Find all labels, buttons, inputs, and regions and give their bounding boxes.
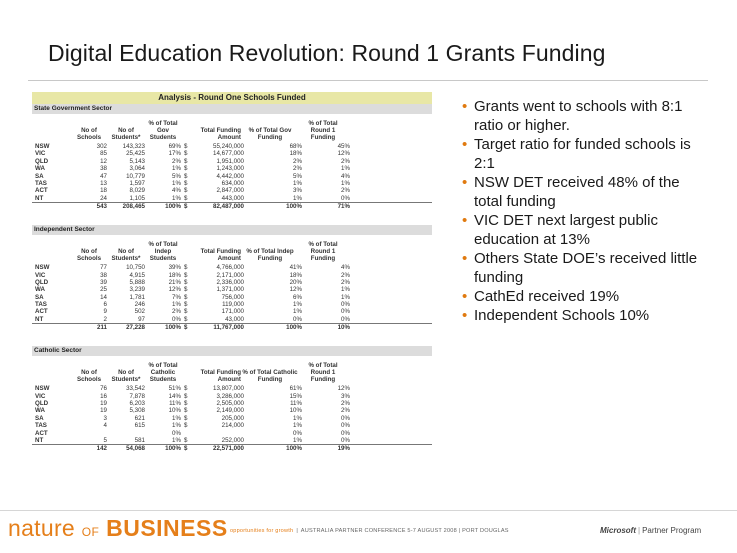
table-cell: NSW xyxy=(35,264,50,272)
table-cell: 119,000 xyxy=(222,301,244,309)
table-cell: 39 xyxy=(100,278,107,286)
table-cell: 13,807,000 xyxy=(213,385,244,393)
table-cell: 3% xyxy=(293,187,302,195)
table-cell: ACT xyxy=(35,429,48,437)
table-cell: 1% xyxy=(172,301,181,309)
table-cell: 0% xyxy=(293,315,302,323)
total-cell: 10% xyxy=(337,324,350,332)
table-cell: 5% xyxy=(293,172,302,180)
table-cell: $ xyxy=(184,194,188,202)
table-cell: 0% xyxy=(172,315,181,323)
table-cell: 18% xyxy=(289,150,302,158)
column-header: % of Total Catholic Funding xyxy=(242,369,298,384)
sector-name: Independent Sector xyxy=(32,225,432,235)
table-cell: 12% xyxy=(289,286,302,294)
table-cell: $ xyxy=(184,392,188,400)
table-cell: QLD xyxy=(35,278,49,286)
table-cell: 171,000 xyxy=(221,308,244,316)
table-cell: 5,888 xyxy=(129,278,145,286)
bullet-item: • CathEd received 19% xyxy=(462,287,712,306)
bullet-item: • Grants went to schools with 8:1 ratio or higher. xyxy=(462,97,712,135)
table-cell: 4% xyxy=(341,264,350,272)
total-cell xyxy=(32,324,71,332)
table-cell: 4,915 xyxy=(129,271,145,279)
column-header: % of Total Gov Students xyxy=(148,120,178,141)
table-cell: 5,143 xyxy=(129,157,145,165)
total-cell xyxy=(32,203,71,211)
table-cell: 10,750 xyxy=(126,264,145,272)
table-cell: 1% xyxy=(172,436,181,444)
table-cell: 16 xyxy=(100,392,107,400)
sector-gap xyxy=(32,332,432,346)
table-cell: 0% xyxy=(341,436,350,444)
table-cell: 2% xyxy=(293,157,302,165)
table-cell: 1,597 xyxy=(129,179,145,187)
table-cell: 47 xyxy=(100,172,107,180)
table-cell: 0% xyxy=(341,422,350,430)
table-cell: $ xyxy=(184,179,188,187)
table-row xyxy=(32,385,432,392)
table-cell: 0% xyxy=(293,429,302,437)
table-cell: 5 xyxy=(103,436,107,444)
table-cell: 10,779 xyxy=(126,172,145,180)
table-cell: 205,000 xyxy=(221,414,244,422)
table-cell: 45% xyxy=(337,143,350,150)
column-headers xyxy=(32,114,432,143)
table-cell: 5% xyxy=(172,172,181,180)
table-cell: 1% xyxy=(341,286,350,294)
table-cell: 11% xyxy=(290,400,302,408)
table-cell: NSW xyxy=(35,143,50,150)
table-cell: 68% xyxy=(289,143,302,150)
table-cell: 2% xyxy=(172,308,181,316)
table-cell: 4,766,000 xyxy=(216,264,244,272)
table-row xyxy=(32,279,432,286)
title-divider xyxy=(28,80,708,81)
table-cell: 85 xyxy=(100,150,107,158)
table-cell: $ xyxy=(184,271,188,279)
partner-separator: | xyxy=(638,526,641,535)
total-cell: 100% xyxy=(286,445,302,453)
column-header: % of Total Round 1 Funding xyxy=(308,120,338,141)
table-cell: 41% xyxy=(289,264,302,272)
table-row xyxy=(32,143,432,150)
column-header: % of Total Indep Students xyxy=(148,241,178,263)
table-cell: 51% xyxy=(168,385,181,393)
table-cell: 18% xyxy=(168,271,181,279)
total-cell: 100% xyxy=(165,324,181,332)
total-cell xyxy=(32,445,71,453)
table-cell: 1,781 xyxy=(129,293,145,301)
table-cell: SA xyxy=(35,293,44,301)
table-row xyxy=(32,150,432,157)
table-cell: 2,847,000 xyxy=(216,187,244,195)
table-cell: QLD xyxy=(35,400,49,408)
total-cell: 71% xyxy=(337,203,350,211)
table-row xyxy=(32,407,432,414)
table-cell: WA xyxy=(35,165,45,173)
table-cell: 21% xyxy=(168,278,181,286)
footer-divider xyxy=(0,510,737,511)
table-cell: WA xyxy=(35,286,45,294)
table-cell: $ xyxy=(184,414,188,422)
total-cell: 142 xyxy=(96,445,107,453)
table-cell: 3,286,000 xyxy=(216,392,244,400)
table-cell: 7% xyxy=(172,293,181,301)
table-cell: 443,000 xyxy=(221,194,244,202)
total-cell: 100% xyxy=(165,445,181,453)
table-cell: 38 xyxy=(100,165,107,173)
table-cell: 6% xyxy=(293,293,302,301)
table-title: Analysis - Round One Schools Funded xyxy=(32,92,432,104)
table-cell: 246 xyxy=(134,301,145,309)
sector-table xyxy=(32,104,432,211)
table-cell: 3% xyxy=(341,392,350,400)
table-cell: 2,149,000 xyxy=(216,407,244,415)
column-header: % of Total Round 1 Funding xyxy=(308,241,338,263)
table-row xyxy=(32,286,432,293)
table-cell: $ xyxy=(184,172,188,180)
table-cell: SA xyxy=(35,414,44,422)
sector-tables xyxy=(32,104,432,453)
table-cell: 13 xyxy=(100,179,107,187)
table-cell: 2% xyxy=(341,187,350,195)
table-cell: 10% xyxy=(168,407,181,415)
table-cell: 25 xyxy=(100,286,107,294)
table-cell: 2% xyxy=(341,407,350,415)
sector-name: State Government Sector xyxy=(32,104,432,114)
table-cell: 1% xyxy=(172,414,181,422)
table-row xyxy=(32,180,432,187)
table-row xyxy=(32,301,432,308)
column-headers xyxy=(32,356,432,385)
table-cell: 1% xyxy=(341,293,350,301)
table-cell: 3 xyxy=(103,414,107,422)
table-cell: 634,000 xyxy=(221,179,244,187)
table-cell: 0% xyxy=(341,308,350,316)
table-cell: 6 xyxy=(103,301,107,309)
table-cell: 1% xyxy=(293,301,302,309)
table-cell: $ xyxy=(184,385,188,393)
table-cell: 0% xyxy=(341,429,350,437)
table-cell: 1,105 xyxy=(129,194,145,202)
table-cell: VIC xyxy=(35,150,46,158)
partner-microsoft: Microsoft xyxy=(600,526,636,535)
table-cell: 1% xyxy=(293,422,302,430)
table-cell: $ xyxy=(184,436,188,444)
table-cell: 2,336,000 xyxy=(216,278,244,286)
conference-tagline xyxy=(230,528,509,534)
table-cell: 2,171,000 xyxy=(216,271,244,279)
table-cell xyxy=(181,430,194,437)
table-cell: 10% xyxy=(289,407,302,415)
table-cell: 24 xyxy=(100,194,107,202)
table-cell: 0% xyxy=(341,315,350,323)
total-row xyxy=(32,202,432,211)
table-cell: $ xyxy=(184,165,188,173)
partner-program: Partner Program xyxy=(642,526,702,535)
sector-name: Catholic Sector xyxy=(32,346,432,356)
table-cell: $ xyxy=(184,400,188,408)
table-cell: ACT xyxy=(35,187,48,195)
total-cell: 82,487,000 xyxy=(213,203,244,211)
table-cell: NT xyxy=(35,315,44,323)
table-row xyxy=(32,415,432,422)
table-cell: 14 xyxy=(100,293,107,301)
table-cell: 2,505,000 xyxy=(216,400,244,408)
table-cell: 581 xyxy=(134,436,145,444)
table-row xyxy=(32,195,432,202)
table-cell: NSW xyxy=(35,385,50,393)
table-cell: VIC xyxy=(35,271,46,279)
table-cell: 3,064 xyxy=(129,165,145,173)
table-cell: $ xyxy=(184,278,188,286)
total-cell: $ xyxy=(184,445,188,453)
table-cell: 1% xyxy=(172,422,181,430)
column-header: % of Total Indep Funding xyxy=(246,248,294,263)
table-cell: 615 xyxy=(134,422,145,430)
table-cell: 33,542 xyxy=(126,385,145,393)
tagline-separator: | xyxy=(295,528,300,534)
table-cell: 1% xyxy=(293,179,302,187)
table-cell: $ xyxy=(184,157,188,165)
table-cell: 38 xyxy=(100,271,107,279)
table-cell: NT xyxy=(35,436,44,444)
table-row xyxy=(32,165,432,172)
table-cell: 9 xyxy=(103,308,107,316)
table-cell: 12% xyxy=(168,286,181,294)
table-cell: 1,371,000 xyxy=(216,286,244,294)
table-cell: 0% xyxy=(341,194,350,202)
table-cell: VIC xyxy=(35,392,46,400)
table-cell: 621 xyxy=(134,414,145,422)
table-cell: 6,203 xyxy=(129,400,145,408)
column-header: Total Funding Amount xyxy=(200,369,241,384)
table-cell xyxy=(194,430,244,437)
table-cell: 7,878 xyxy=(129,392,145,400)
table-row xyxy=(32,272,432,279)
brand-of: OF xyxy=(81,525,100,539)
table-cell: $ xyxy=(184,301,188,309)
table-row xyxy=(32,158,432,165)
table-cell: 0% xyxy=(341,301,350,309)
table-cell: 39% xyxy=(168,264,181,272)
table-cell: 1% xyxy=(341,165,350,173)
column-header: % of Total Catholic Students xyxy=(148,362,178,384)
table-cell: 0% xyxy=(341,414,350,422)
table-cell: 18% xyxy=(289,271,302,279)
table-cell: 2% xyxy=(341,271,350,279)
table-cell: $ xyxy=(184,187,188,195)
total-cell: 211 xyxy=(97,324,107,332)
sector-table xyxy=(32,346,432,453)
total-cell: $ xyxy=(184,203,188,211)
table-row xyxy=(32,430,432,437)
table-cell: 4% xyxy=(341,172,350,180)
table-cell: 14% xyxy=(168,392,181,400)
total-cell: 54,068 xyxy=(126,445,145,453)
total-cell: 100% xyxy=(286,203,302,211)
table-cell: 1% xyxy=(293,308,302,316)
table-cell: 77 xyxy=(100,264,107,272)
column-header: No of Schools xyxy=(76,127,102,141)
slide-title: Digital Education Revolution: Round 1 Grants Funding xyxy=(48,40,606,66)
bullet-item: • NSW DET received 48% of the total funding xyxy=(462,173,712,211)
table-cell: 76 xyxy=(100,385,107,393)
column-header: Total Funding Amount xyxy=(200,127,241,141)
table-cell: 12% xyxy=(337,150,350,158)
table-cell: 12 xyxy=(100,157,107,165)
table-cell xyxy=(107,430,145,437)
table-cell: 1% xyxy=(293,414,302,422)
table-cell: 1,951,000 xyxy=(216,157,244,165)
table-cell: 69% xyxy=(168,143,181,150)
table-cell: 214,000 xyxy=(221,422,244,430)
table-cell: 2% xyxy=(341,157,350,165)
total-cell: $ xyxy=(184,324,188,332)
table-cell: 3,239 xyxy=(129,286,145,294)
table-cell: 2% xyxy=(341,278,350,286)
table-cell: WA xyxy=(35,407,45,415)
total-cell: 19% xyxy=(337,445,350,453)
bullet-item: • VIC DET next largest public education at 13% xyxy=(462,211,712,249)
table-row xyxy=(32,264,432,271)
table-cell: 55,240,000 xyxy=(213,143,244,150)
table-cell: 1,243,000 xyxy=(216,165,244,173)
table-cell: 19 xyxy=(100,407,107,415)
total-row xyxy=(32,323,432,332)
column-header: No of Students* xyxy=(111,127,141,141)
brand-nature: nature xyxy=(8,515,76,541)
table-cell: SA xyxy=(35,172,44,180)
bullet-item: • Independent Schools 10% xyxy=(462,306,712,325)
table-cell: 2% xyxy=(341,400,350,408)
table-cell: 8,029 xyxy=(129,187,145,195)
table-cell: ACT xyxy=(35,308,48,316)
table-cell: 252,000 xyxy=(221,436,244,444)
table-cell: 4 xyxy=(103,422,107,430)
table-cell: $ xyxy=(184,308,188,316)
column-header: No of Schools xyxy=(76,369,102,384)
total-cell: 22,571,000 xyxy=(213,445,244,453)
table-cell: $ xyxy=(184,407,188,415)
bullet-item: • Target ratio for funded schools is 2:1 xyxy=(462,135,712,173)
bullet-item: • Others State DOE’s received little funding xyxy=(462,249,712,287)
table-cell: TAS xyxy=(35,422,47,430)
table-cell: 12% xyxy=(337,385,350,393)
column-header: No of Schools xyxy=(76,248,102,263)
table-cell: 97 xyxy=(138,315,145,323)
column-header: % of Total Gov Funding xyxy=(248,127,292,141)
table-cell: 15% xyxy=(289,392,302,400)
funding-tables xyxy=(32,92,432,453)
column-header: No of Students* xyxy=(111,248,141,263)
table-cell: 61% xyxy=(289,385,302,393)
total-cell: 27,228 xyxy=(126,324,145,332)
table-cell: TAS xyxy=(35,301,47,309)
table-row xyxy=(32,393,432,400)
total-cell: 100% xyxy=(286,324,302,332)
bullet-list xyxy=(462,97,712,325)
table-row xyxy=(32,173,432,180)
total-cell: 543 xyxy=(96,203,107,211)
sector-gap xyxy=(32,211,432,225)
table-cell: 1% xyxy=(341,179,350,187)
table-cell: NT xyxy=(35,194,44,202)
table-row xyxy=(32,187,432,194)
table-cell: 2% xyxy=(293,165,302,173)
tagline-event: AUSTRALIA PARTNER CONFERENCE 5-7 AUGUST 2008 | PORT DOUGLAS xyxy=(300,528,509,534)
table-cell: 1% xyxy=(172,165,181,173)
table-cell: 2% xyxy=(172,157,181,165)
table-cell: $ xyxy=(184,286,188,294)
table-cell: 17% xyxy=(168,150,181,158)
table-cell: $ xyxy=(184,422,188,430)
table-cell: 19 xyxy=(100,400,107,408)
table-cell: 143,323 xyxy=(122,143,145,150)
table-cell: 2 xyxy=(103,315,107,323)
table-row xyxy=(32,316,432,323)
table-cell: 4% xyxy=(172,187,181,195)
total-cell: 208,465 xyxy=(122,203,145,211)
table-cell: 302 xyxy=(96,143,107,150)
table-cell: 756,000 xyxy=(221,293,244,301)
table-cell: 1% xyxy=(293,436,302,444)
table-cell: 5,308 xyxy=(129,407,145,415)
nature-of-business-logo xyxy=(8,515,228,542)
table-cell: 4,442,000 xyxy=(216,172,244,180)
table-cell: $ xyxy=(184,264,188,272)
brand-business: BUSINESS xyxy=(106,515,228,541)
table-cell xyxy=(71,430,107,437)
table-cell: 11% xyxy=(169,400,181,408)
table-cell: 18 xyxy=(100,187,107,195)
table-cell: $ xyxy=(184,293,188,301)
table-cell: 0% xyxy=(172,429,181,437)
table-cell: 502 xyxy=(134,308,145,316)
table-cell: $ xyxy=(184,315,188,323)
table-cell: $ xyxy=(184,150,188,158)
sector-table xyxy=(32,225,432,332)
table-cell: 1% xyxy=(172,179,181,187)
table-cell: TAS xyxy=(35,179,47,187)
microsoft-partner-logo xyxy=(600,526,701,535)
table-cell: 43,000 xyxy=(225,315,244,323)
table-row xyxy=(32,422,432,429)
table-row xyxy=(32,437,432,444)
table-cell: 1% xyxy=(172,194,181,202)
column-headers xyxy=(32,235,432,264)
column-header: % of Total Round 1 Funding xyxy=(308,362,338,384)
table-cell: 20% xyxy=(289,278,302,286)
table-row xyxy=(32,308,432,315)
table-cell: 14,677,000 xyxy=(213,150,244,158)
table-cell: 25,425 xyxy=(126,150,145,158)
table-cell: $ xyxy=(184,143,188,150)
table-row xyxy=(32,294,432,301)
tagline-opportunities: opportunities for growth xyxy=(230,528,294,534)
total-row xyxy=(32,444,432,453)
table-cell: 1% xyxy=(293,194,302,202)
table-row xyxy=(32,400,432,407)
table-cell: QLD xyxy=(35,157,49,165)
column-header: No of Students* xyxy=(111,369,141,384)
total-cell: 100% xyxy=(165,203,181,211)
total-cell: 11,767,000 xyxy=(213,324,244,332)
column-header: Total Funding Amount xyxy=(200,248,241,263)
